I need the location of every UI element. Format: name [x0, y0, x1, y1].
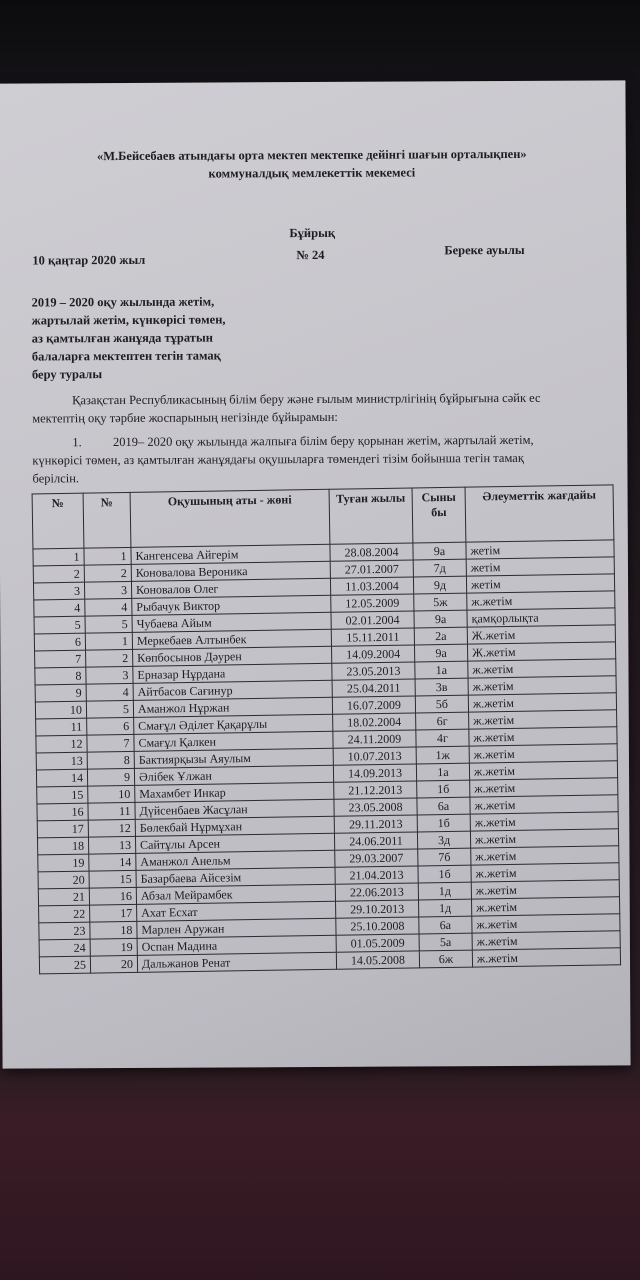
class: 1ж: [416, 746, 469, 764]
row-number: 5: [34, 616, 85, 634]
class: 3д: [417, 831, 470, 849]
col-header-status: Әлеуметтік жағдайы: [465, 485, 614, 542]
social-status: ж.жетім: [472, 914, 620, 933]
class: 9а: [413, 542, 466, 560]
student-name: Смағұл Әділет Қақарұлы: [134, 714, 333, 734]
class: 1б: [417, 780, 470, 798]
social-status: ж.жетім: [471, 863, 619, 882]
birth-date: 14.09.2013: [333, 764, 416, 782]
row-subnumber: 19: [90, 938, 137, 956]
class: 5а: [419, 933, 472, 951]
row-subnumber: 2: [84, 564, 131, 582]
row-number: 15: [37, 786, 88, 804]
social-status: ж.жетім: [469, 710, 617, 729]
student-name: Рыбачук Виктор: [132, 595, 331, 615]
row-number: 20: [38, 871, 89, 889]
birth-date: 22.06.2013: [335, 883, 418, 901]
row-subnumber: 1: [84, 547, 131, 565]
row-number: 11: [36, 718, 87, 736]
row-number: 16: [37, 803, 88, 821]
birth-date: 10.07.2013: [333, 747, 416, 765]
birth-date: 14.05.2008: [336, 951, 419, 969]
row-number: 23: [39, 922, 90, 940]
row-number: 9: [35, 684, 86, 702]
org-name-line2: коммуналдық мемлекеттік мекемесі: [208, 165, 416, 181]
birth-date: 02.01.2004: [331, 611, 414, 629]
social-status: ж.жетім: [472, 931, 620, 950]
row-subnumber: 14: [89, 853, 136, 871]
birth-date: 11.03.2004: [330, 577, 413, 595]
document-page: [0, 80, 631, 1068]
student-name: Ахат Есхат: [137, 901, 336, 921]
subject-line: балаларға мектептен тегін тамақ: [31, 348, 221, 364]
student-name: Абзал Мейрамбек: [136, 884, 335, 904]
org-name-line1: «М.Бейсебаев атындағы орта мектеп мектепке дейінгі шағын орталықпен»: [96, 146, 527, 164]
birth-date: 25.04.2011: [332, 679, 415, 697]
student-name: Махамбет Инкар: [135, 782, 334, 802]
student-name: Дүйсенбаев Жасұлан: [135, 799, 334, 819]
row-number: 13: [36, 752, 87, 770]
student-name: Ерназар Нұрдана: [133, 663, 332, 683]
doc-date: 10 қаңтар 2020 жыл: [32, 252, 146, 268]
birth-date: 16.07.2009: [332, 696, 415, 714]
student-name: Марлен Аружан: [137, 918, 336, 938]
class: 1а: [415, 661, 468, 679]
class: 1д: [419, 899, 472, 917]
class: 3в: [415, 678, 468, 696]
birth-date: 12.05.2009: [331, 594, 414, 612]
row-subnumber: 10: [88, 785, 135, 803]
col-header-birthdate: Туған жылы: [329, 488, 413, 544]
col-header-number: №: [32, 493, 84, 549]
row-subnumber: 11: [88, 802, 135, 820]
social-status: ж.жетім: [469, 744, 617, 763]
table-header-row: [32, 485, 614, 549]
row-subnumber: 13: [88, 836, 135, 854]
social-status: ж.жетім: [470, 829, 618, 848]
social-status: ж.жетім: [471, 897, 619, 916]
row-number: 14: [36, 769, 87, 787]
row-subnumber: 20: [90, 955, 137, 973]
row-subnumber: 2: [86, 649, 133, 667]
doc-number: № 24: [296, 247, 325, 263]
birth-date: 01.05.2009: [336, 934, 419, 952]
birth-date: 29.11.2013: [334, 815, 417, 833]
intro-paragraph: Қазақстан Республикасының білім беру және ғылым министрлігінің бұйрығына сәйк ес мектептің оқу тәрбие жоспарының негізінде бұйырамын:: [32, 390, 541, 426]
class: 6г: [416, 712, 469, 730]
row-subnumber: 5: [86, 700, 133, 718]
social-status: жетім: [466, 540, 614, 559]
birth-date: 25.10.2008: [336, 917, 419, 935]
row-number: 17: [37, 820, 88, 838]
doc-subject: [32, 292, 252, 383]
student-name: Аманжол Нұржан: [133, 697, 332, 717]
subject-line: беру туралы: [31, 367, 103, 382]
row-number: 25: [39, 956, 90, 974]
class: 1а: [416, 763, 469, 781]
row-number: 1: [33, 548, 84, 566]
row-subnumber: 5: [85, 615, 132, 633]
social-status: Ж.жетім: [467, 642, 615, 661]
birth-date: 15.11.2011: [331, 628, 414, 646]
class: 5ж: [414, 593, 467, 611]
social-status: ж.жетім: [468, 676, 616, 695]
row-subnumber: 17: [90, 904, 137, 922]
students-table: [32, 484, 621, 974]
social-status: ж.жетім: [468, 693, 616, 712]
birth-date: 23.05.2008: [334, 798, 417, 816]
student-name: Коновалов Олег: [131, 578, 330, 598]
row-number: 10: [35, 701, 86, 719]
row-number: 6: [34, 633, 85, 651]
doc-type: Бұйрық: [289, 225, 336, 241]
student-name: Көпбосынов Дәурен: [133, 646, 332, 666]
student-name: Базарбаева Айсезім: [136, 867, 335, 887]
social-status: ж.жетім: [470, 778, 618, 797]
row-number: 18: [37, 837, 88, 855]
doc-place: Береке ауылы: [444, 242, 525, 258]
social-status: ж.жетім: [471, 880, 619, 899]
class: 1д: [418, 882, 471, 900]
student-name: Сайтұлы Арсен: [135, 833, 334, 853]
row-subnumber: 1: [85, 632, 132, 650]
row-number: 21: [38, 888, 89, 906]
col-header-class: Сыны бы: [412, 487, 466, 543]
social-status: ж.жетім: [472, 948, 620, 967]
social-status: Ж.жетім: [467, 625, 615, 644]
student-name: Бактиярқызы Аяулым: [134, 748, 333, 768]
birth-date: 21.04.2013: [335, 866, 418, 884]
social-status: ж.жетім: [471, 846, 619, 865]
birth-date: 24.06.2011: [334, 832, 417, 850]
col-header-name: Оқушының аты - жөні: [130, 489, 330, 547]
row-number: 3: [33, 582, 84, 600]
row-subnumber: 3: [84, 581, 131, 599]
subject-line: аз қамтылған жанұяда тұратын: [31, 330, 213, 346]
row-subnumber: 7: [87, 734, 134, 752]
order-item-1: [32, 431, 572, 488]
row-subnumber: 12: [88, 819, 135, 837]
row-subnumber: 8: [87, 751, 134, 769]
item-number: 1.: [72, 435, 82, 450]
class: 6ж: [419, 950, 472, 968]
row-subnumber: 4: [85, 598, 132, 616]
student-name: Меркебаев Алтынбек: [132, 629, 331, 649]
social-status: ж.жетім: [469, 761, 617, 780]
class: 7б: [418, 848, 471, 866]
birth-date: 21.12.2013: [334, 781, 417, 799]
social-status: жетім: [466, 557, 614, 576]
class: 1б: [418, 865, 471, 883]
student-name: Смағұл Қалкен: [134, 731, 333, 751]
class: 2а: [414, 627, 467, 645]
birth-date: 24.11.2009: [333, 730, 416, 748]
row-number: 4: [34, 599, 85, 617]
row-subnumber: 6: [87, 717, 134, 735]
class: 9д: [413, 576, 466, 594]
row-number: 8: [35, 667, 86, 685]
row-number: 22: [39, 905, 90, 923]
row-subnumber: 15: [89, 870, 136, 888]
birth-date: 29.03.2007: [335, 849, 418, 867]
birth-date: 28.08.2004: [330, 543, 413, 561]
row-subnumber: 18: [90, 921, 137, 939]
subject-line: жартылай жетім, күнкөрісі төмен,: [31, 312, 226, 328]
student-name: Айтбасов Сағинур: [133, 680, 332, 700]
class: 6а: [417, 797, 470, 815]
student-name: Кангенсева Айгерім: [131, 544, 330, 564]
subject-line: 2019 – 2020 оқу жылында жетім,: [31, 294, 215, 310]
class: 5б: [415, 695, 468, 713]
birth-date: 18.02.2004: [333, 713, 416, 731]
row-number: 24: [39, 939, 90, 957]
social-status: жетім: [466, 574, 614, 593]
birth-date: 14.09.2004: [332, 645, 415, 663]
student-name: Бөлекбай Нұрмұхан: [135, 816, 334, 836]
student-name: Әлібек Ұлжан: [134, 765, 333, 785]
row-subnumber: 16: [89, 887, 136, 905]
birth-date: 29.10.2013: [336, 900, 419, 918]
social-status: ж.жетім: [467, 591, 615, 610]
social-status: ж.жетім: [469, 727, 617, 746]
student-name: Оспан Мадина: [137, 935, 336, 955]
row-number: 2: [33, 565, 84, 583]
social-status: қамқорлықта: [467, 608, 615, 627]
social-status: ж.жетім: [470, 812, 618, 831]
item-text: 2019– 2020 оқу жылында жалпыға білім беру қорынан жетім, жартылай жетім, күнкөрісі төмен, аз қамтылған жанұядағы оқушыларға төмендегі тізім бойынша тегін тамақ берілсін.: [32, 432, 534, 486]
row-subnumber: 9: [87, 768, 134, 786]
row-number: 12: [36, 735, 87, 753]
birth-date: 23.05.2013: [332, 662, 415, 680]
class: 9а: [414, 610, 467, 628]
class: 6а: [419, 916, 472, 934]
class: 9а: [414, 644, 467, 662]
class: 1б: [417, 814, 470, 832]
social-status: ж.жетім: [470, 795, 618, 814]
col-header-subnumber: №: [83, 492, 131, 548]
class: 4г: [416, 729, 469, 747]
class: 7д: [413, 559, 466, 577]
social-status: ж.жетім: [468, 659, 616, 678]
row-number: 19: [38, 854, 89, 872]
student-name: Аманжол Анельм: [136, 850, 335, 870]
row-subnumber: 4: [86, 683, 133, 701]
row-number: 7: [35, 650, 86, 668]
birth-date: 27.01.2007: [330, 560, 413, 578]
student-name: Чубаева Айым: [132, 612, 331, 632]
student-name: Коновалова Вероника: [131, 561, 330, 581]
row-subnumber: 3: [86, 666, 133, 684]
student-name: Дальжанов Ренат: [137, 952, 336, 972]
